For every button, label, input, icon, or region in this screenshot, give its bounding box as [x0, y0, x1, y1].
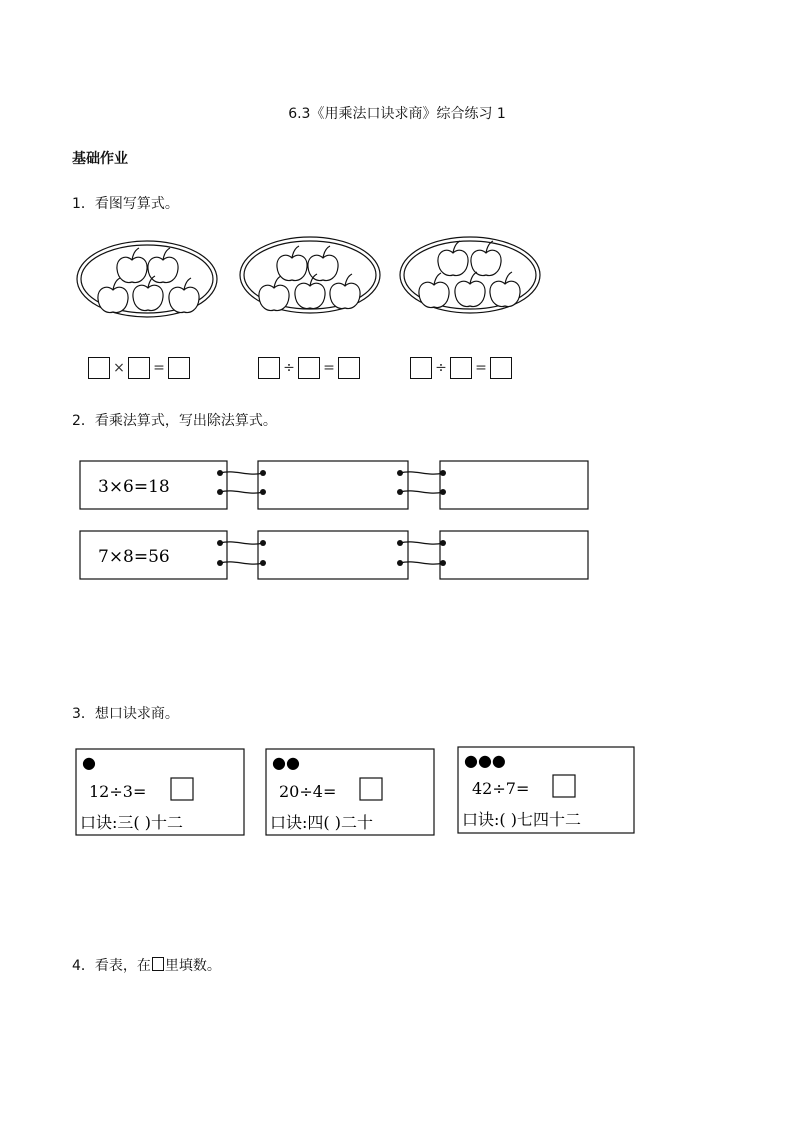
equation-1 [88, 357, 190, 379]
apple-icon [438, 241, 468, 275]
equation-3 [410, 357, 512, 379]
multiplication-expr-1: 3×6=18 [98, 477, 170, 497]
answer-box-1a [258, 461, 408, 509]
square-icon [152, 957, 164, 971]
answer-box[interactable] [168, 357, 190, 379]
card-3-rhyme: 口诀:( )七四十二 [462, 810, 581, 829]
answer-box[interactable] [338, 357, 360, 379]
card-3-dots: ●●● [464, 751, 506, 770]
multiplication-chain [70, 455, 600, 585]
apple-icon [308, 246, 338, 280]
apple-icon [490, 272, 520, 306]
answer-square-2 [360, 778, 382, 800]
multiplication-expr-2: 7×8=56 [98, 547, 170, 567]
answer-box[interactable] [298, 357, 320, 379]
equals-sign: = [475, 360, 487, 376]
operator: ÷ [283, 360, 295, 376]
question-1-label: 1．看图写算式。 [72, 196, 179, 212]
answer-box[interactable] [258, 357, 280, 379]
page-title: 6.3《用乘法口诀求商》综合练习 1 [288, 106, 506, 122]
card-1-expr: 12÷3= [89, 782, 147, 801]
answer-box[interactable] [128, 357, 150, 379]
answer-box-2a [258, 531, 408, 579]
card-2-rhyme: 口诀:四( )二十 [270, 813, 373, 832]
card-1-dots: ● [82, 753, 96, 772]
section-heading: 基础作业 [72, 151, 128, 167]
apple-icon [117, 248, 147, 282]
quotient-cards [72, 742, 642, 842]
answer-box[interactable] [88, 357, 110, 379]
apple-icon [277, 246, 307, 280]
apple-icon [419, 273, 449, 307]
apple-icon [455, 272, 485, 306]
card-2-dots: ●● [272, 753, 300, 772]
apple-icon [259, 276, 289, 310]
equals-sign: = [153, 360, 165, 376]
question-2-label: 2．看乘法算式，写出除法算式。 [72, 413, 277, 429]
question-4-label: 4．看表，在 里填数。 [72, 958, 221, 974]
card-1-rhyme: 口诀:三( )十二 [80, 813, 183, 832]
equation-2 [258, 357, 360, 379]
apple-icon [471, 241, 501, 275]
answer-box-2b [440, 531, 588, 579]
equals-sign: = [323, 360, 335, 376]
answer-square-1 [171, 778, 193, 800]
card-2-expr: 20÷4= [279, 782, 337, 801]
answer-box[interactable] [410, 357, 432, 379]
apple-icon [330, 274, 360, 308]
answer-square-3 [553, 775, 575, 797]
answer-box[interactable] [490, 357, 512, 379]
apple-icon [98, 278, 128, 312]
card-3-expr: 42÷7= [472, 779, 530, 798]
apple-icon [169, 278, 199, 312]
operator: × [113, 360, 125, 376]
answer-box[interactable] [450, 357, 472, 379]
operator: ÷ [435, 360, 447, 376]
apple-plates-illustration [70, 232, 550, 327]
question-3-label: 3．想口诀求商。 [72, 706, 179, 722]
answer-box-1b [440, 461, 588, 509]
